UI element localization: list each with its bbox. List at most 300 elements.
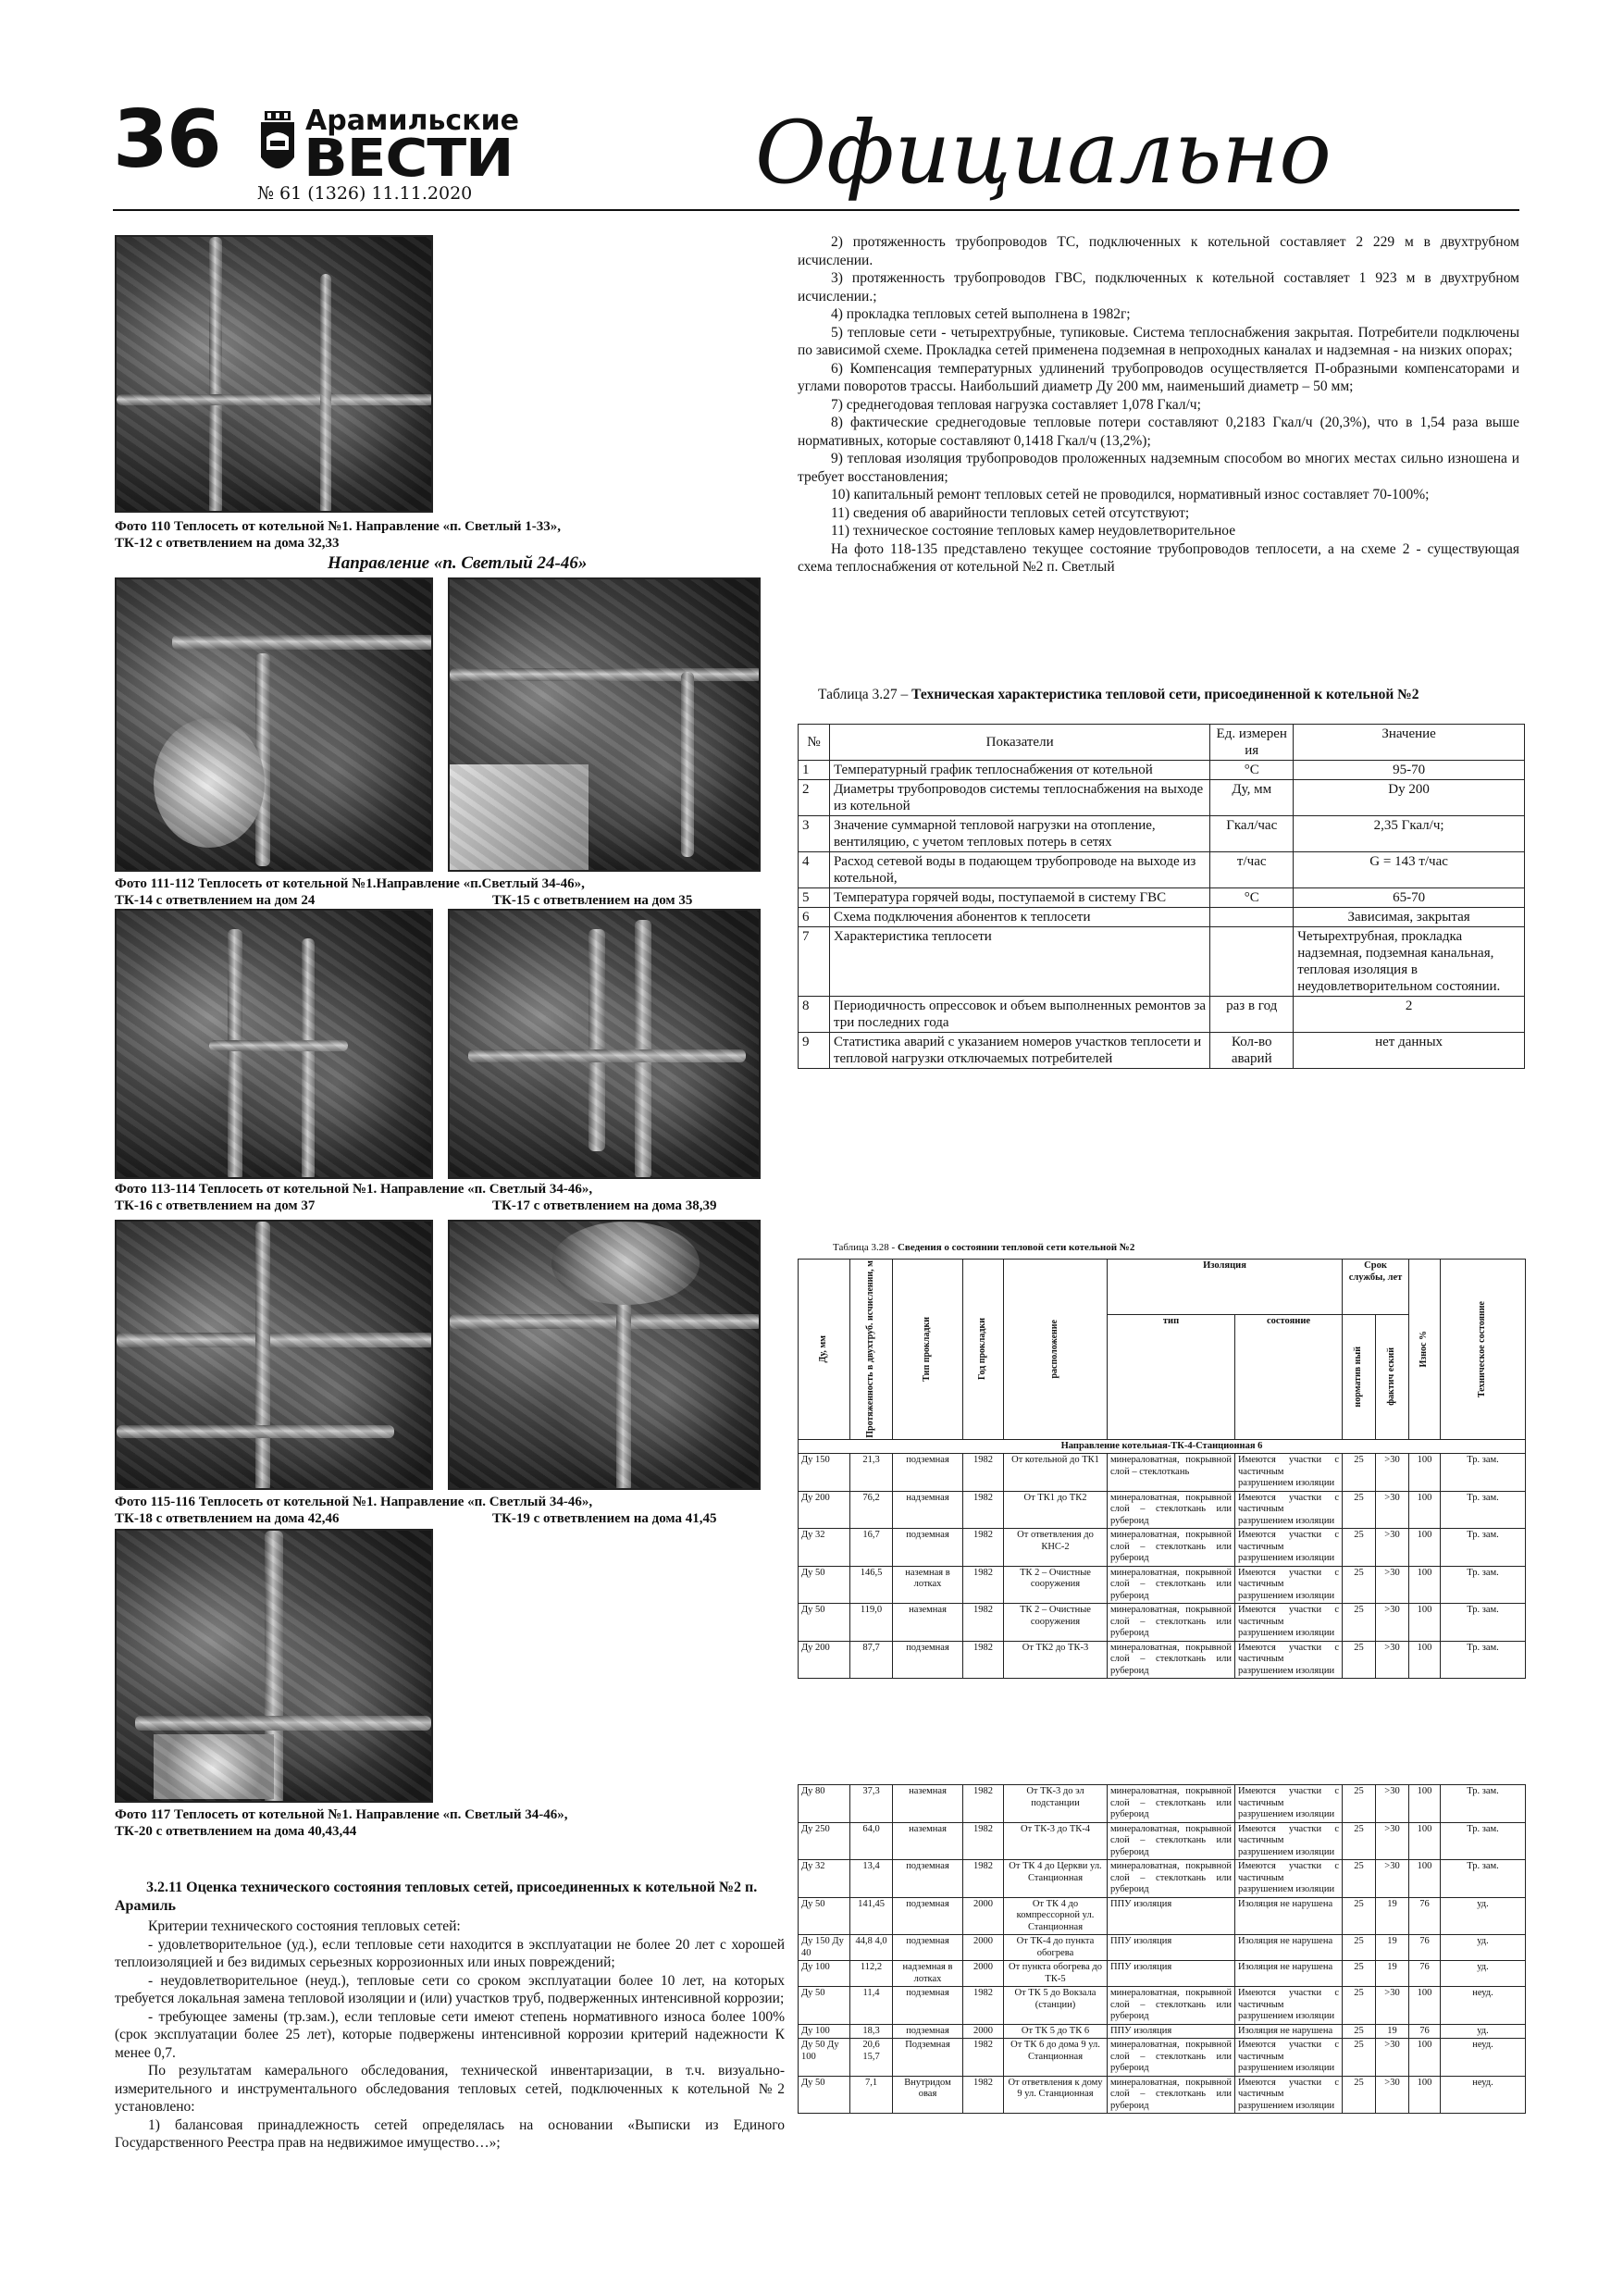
table-cell: От ТК-4 до пункта обогрева — [1004, 1935, 1108, 1961]
table-cell: От ТК-3 до ТК-4 — [1004, 1822, 1108, 1860]
paragraph: 9) тепловая изоляция трубопроводов проложенных надземным способом во многих местах сильно изношена и требует восстановления; — [798, 451, 1519, 485]
section-title: Официально — [755, 103, 1332, 204]
table-cell: Ду 80 — [799, 1785, 850, 1823]
table-cell: Имеются участки с частичным разрушением изоляции — [1235, 2039, 1343, 2077]
table-cell: минераловатная, покрывной слой – стеклоткань или рубероид — [1108, 1604, 1235, 1642]
table-cell: 100 — [1409, 1785, 1441, 1823]
table-cell: 100 — [1409, 1822, 1441, 1860]
table-cell: Тр. зам. — [1441, 1860, 1526, 1898]
section-heading-3-2-11: 3.2.11 Оценка технического состояния тепловых сетей, присоединенных к котельной №2 п. Арамиль — [115, 1880, 758, 1914]
table-cell: 1 — [799, 761, 830, 780]
table-cell: 1982 — [963, 1822, 1004, 1860]
table-cell: 25 — [1343, 1961, 1376, 1987]
table-cell: 9 — [799, 1033, 830, 1069]
table-cell: Температурный график теплоснабжения от котельной — [829, 761, 1209, 780]
table-cell: 100 — [1409, 1604, 1441, 1642]
table-cell: Тр. зам. — [1441, 1822, 1526, 1860]
table-cell: Кол-во аварий — [1210, 1033, 1294, 1069]
table-cell: 25 — [1343, 1987, 1376, 2025]
table-cell: Имеются участки с частичным разрушением изоляции — [1235, 1987, 1343, 2025]
table-cell: Тр. зам. — [1441, 1641, 1526, 1679]
table-header: норматив ный — [1343, 1315, 1376, 1440]
table-cell: 25 — [1343, 2076, 1376, 2114]
table-row — [799, 1961, 1526, 1987]
table-cell: 11,4 — [850, 1987, 893, 2025]
caption-photo-113-114: Фото 113-114 Теплосеть от котельной №1. Направление «п. Светлый 34-46», ТК-16 с ответвлением на дом 37 ТК-17 с ответвлением на дома 38,39 — [115, 1182, 717, 1213]
table-row — [799, 1822, 1526, 1860]
table-cell: 25 — [1343, 1454, 1376, 1492]
table-cell: 65-70 — [1294, 888, 1525, 908]
table-cell: 25 — [1343, 1641, 1376, 1679]
table-cell: 18,3 — [850, 2024, 893, 2039]
photo-110 — [115, 235, 433, 513]
table-cell: 146,5 — [850, 1566, 893, 1604]
table-cell: минераловатная, покрывной слой – стеклоткань или рубероид — [1108, 2039, 1235, 2077]
table-cell: 19 — [1376, 1935, 1409, 1961]
table-cell: Ду 200 — [799, 1641, 850, 1679]
table-cell: >30 — [1376, 2076, 1409, 2114]
table-row — [799, 1860, 1526, 1898]
table-header: Значение — [1294, 725, 1525, 761]
table-cell: 25 — [1343, 1860, 1376, 1898]
photo-116 — [448, 1220, 761, 1490]
photo-111 — [115, 577, 433, 872]
table-cell: 1982 — [963, 1604, 1004, 1642]
table-cell: 100 — [1409, 1987, 1441, 2025]
paragraph: 1) балансовая принадлежность сетей определялась на основании «Выписки из Единого Государственного Реестра прав на недвижимое имущество…»; — [115, 2116, 785, 2151]
table-cell: 25 — [1343, 1491, 1376, 1529]
table-cell: >30 — [1376, 1566, 1409, 1604]
table-cell: 25 — [1343, 1822, 1376, 1860]
table-cell: ППУ изоляция — [1108, 1897, 1235, 1935]
table-cell: Имеются участки с частичным разрушением изоляции — [1235, 1641, 1343, 1679]
table-direction-row: Направление котельная-ТК-4-Станционная 6 — [799, 1439, 1526, 1454]
table-cell: 19 — [1376, 1961, 1409, 1987]
table-27 — [798, 724, 1525, 1069]
table-row — [799, 1454, 1526, 1492]
table-cell — [1210, 908, 1294, 927]
table-cell: 64,0 — [850, 1822, 893, 1860]
table-cell: Внутридом овая — [893, 2076, 963, 2114]
table-row — [799, 761, 1525, 780]
table-cell: наземная — [893, 1604, 963, 1642]
table-cell: Ду 250 — [799, 1822, 850, 1860]
table-cell: От ТК1 до ТК2 — [1004, 1491, 1108, 1529]
caption-photo-115-116: Фото 115-116 Теплосеть от котельной №1. Направление «п. Светлый 34-46», ТК-18 с ответвлением на дома 42,46 ТК-19 с ответвлением на дома 41,45 — [115, 1495, 717, 1526]
table-cell: 76,2 — [850, 1491, 893, 1529]
table-cell: От ТК2 до ТК-3 — [1004, 1641, 1108, 1679]
table-cell: 2 — [1294, 997, 1525, 1033]
table-header: № — [799, 725, 830, 761]
paragraph: 7) среднегодовая тепловая нагрузка составляет 1,078 Гкал/ч; — [831, 396, 1201, 413]
table-cell: минераловатная, покрывной слой – стеклоткань или рубероид — [1108, 1860, 1235, 1898]
table-cell: подземная — [893, 2024, 963, 2039]
table-cell: 16,7 — [850, 1529, 893, 1567]
table-cell: Ду, мм — [1210, 780, 1294, 816]
table-cell: Ду 150 Ду 40 — [799, 1935, 850, 1961]
direction-heading: Направление «п. Светлый 24-46» — [328, 553, 588, 573]
table-cell: 1982 — [963, 2039, 1004, 2077]
table-cell: 25 — [1343, 1785, 1376, 1823]
right-text-block — [798, 233, 1519, 577]
table-cell: >30 — [1376, 1491, 1409, 1529]
table-cell: подземная — [893, 1454, 963, 1492]
table-cell: Четырехтрубная, прокладка надземная, подземная канальная, тепловая изоляция в неудовлетворительном состоянии. — [1294, 927, 1525, 997]
table-cell: Ду 150 — [799, 1454, 850, 1492]
table-cell: 76 — [1409, 2024, 1441, 2039]
table-cell: ТК 2 – Очистные сооружения — [1004, 1604, 1108, 1642]
table-cell: °С — [1210, 888, 1294, 908]
table-cell: 95-70 — [1294, 761, 1525, 780]
table-cell: подземная — [893, 1897, 963, 1935]
table-cell: 100 — [1409, 2039, 1441, 2077]
table-header: Показатели — [829, 725, 1209, 761]
paragraph: На фото 118-135 представлено текущее состояние трубопроводов теплосети, а на схеме 2 - существующая схема теплоснабжения от котельной №2 п. Светлый — [798, 540, 1519, 575]
table-cell — [1210, 927, 1294, 997]
table-cell: Имеются участки с частичным разрушением изоляции — [1235, 1566, 1343, 1604]
paragraph: 2) протяженность трубопроводов ТС, подключенных к котельной составляет 2 229 м в двухтрубном исчислении. — [798, 234, 1519, 268]
table-cell: минераловатная, покрывной слой – стеклоткань или рубероид — [1108, 1785, 1235, 1823]
photo-115 — [115, 1220, 433, 1490]
table-cell: Подземная — [893, 2039, 963, 2077]
table-cell: минераловатная, покрывной слой – стеклоткань или рубероид — [1108, 1822, 1235, 1860]
table-row — [799, 1897, 1526, 1935]
table-cell: нет данных — [1294, 1033, 1525, 1069]
table-cell: Тр. зам. — [1441, 1785, 1526, 1823]
paragraph: - неудовлетворительное (неуд.), тепловые сети со сроком эксплуатации более 10 лет, на которых требуется локальная замена тепловой изоляции и (или) участков труб, подверженных интенсивной коррозии; — [115, 1972, 785, 2006]
table-cell: т/час — [1210, 852, 1294, 888]
table-cell: 76 — [1409, 1935, 1441, 1961]
paragraph: Критерии технического состояния тепловых сетей: — [148, 1918, 461, 1934]
paragraph: 8) фактические среднегодовые тепловые потери составляют 0,2183 Гкал/ч (20,3%), что в 1,54 раза выше нормативных, которые составляют 0,1418 Гкал/ч (13,2%); — [798, 415, 1519, 449]
paragraph: 11) техническое состояние тепловых камер неудовлетворительное — [831, 523, 1236, 539]
table-header: Износ % — [1409, 1260, 1441, 1440]
table-cell: 2 — [799, 780, 830, 816]
page-number: 36 — [113, 93, 220, 186]
table-cell: От ТК 5 до ТК 6 — [1004, 2024, 1108, 2039]
table-cell: Имеются участки с частичным разрушением изоляции — [1235, 1491, 1343, 1529]
table-cell: 25 — [1343, 1566, 1376, 1604]
logo-top-text: Арамильские — [305, 105, 519, 137]
table-header: Год прокладки — [963, 1260, 1004, 1440]
issue-number: № 61 (1326) 11.11.2020 — [257, 183, 473, 204]
table-header: Изоляция — [1108, 1260, 1343, 1315]
table-cell: 1982 — [963, 1860, 1004, 1898]
table-cell: 2,35 Гкал/ч; — [1294, 816, 1525, 852]
table-cell: подземная — [893, 1641, 963, 1679]
table-cell: Ду 200 — [799, 1491, 850, 1529]
table-cell: 19 — [1376, 2024, 1409, 2039]
table-cell: подземная — [893, 1529, 963, 1567]
table-cell: 25 — [1343, 1935, 1376, 1961]
table-cell: 1982 — [963, 1529, 1004, 1567]
table-row — [799, 816, 1525, 852]
table-cell: От ТК 5 до Вокзала (станции) — [1004, 1987, 1108, 2025]
table-header: Тип прокладки — [893, 1260, 963, 1440]
table-cell: Характеристика теплосети — [829, 927, 1209, 997]
table-row — [799, 1529, 1526, 1567]
paragraph: 5) тепловые сети - четырехтрубные, тупиковые. Система теплоснабжения закрытая. Потребители подключены по зависимой схеме. Прокладка сетей применена подземная в непроходных каналах и надземная - на низких опорах; — [798, 324, 1519, 358]
table-cell: надземная — [893, 1491, 963, 1529]
table-cell: Статистика аварий с указанием номеров участков теплосети и тепловой нагрузки отключаемых потребителей — [829, 1033, 1209, 1069]
table-cell: 37,3 — [850, 1785, 893, 1823]
table-cell: уд. — [1441, 1961, 1526, 1987]
table-cell: Имеются участки с частичным разрушением изоляции — [1235, 1454, 1343, 1492]
table-header: тип — [1108, 1315, 1235, 1440]
left-text-block — [115, 1917, 785, 2153]
table-cell: От ТК-3 до эл подстанции — [1004, 1785, 1108, 1823]
table-cell: От ТК 4 до Церкви ул. Станционная — [1004, 1860, 1108, 1898]
table-cell: ТК 2 – Очистные сооружения — [1004, 1566, 1108, 1604]
table-cell: G = 143 т/час — [1294, 852, 1525, 888]
table-cell: Ду 50 — [799, 2076, 850, 2114]
table-cell: 87,7 — [850, 1641, 893, 1679]
table-cell: Имеются участки с частичным разрушением изоляции — [1235, 1604, 1343, 1642]
table-cell: наземная — [893, 1822, 963, 1860]
table-cell: Гкал/час — [1210, 816, 1294, 852]
table-cell: 1982 — [963, 1454, 1004, 1492]
table-cell: >30 — [1376, 1604, 1409, 1642]
table-cell: Изоляция не нарушена — [1235, 1961, 1343, 1987]
table-cell: От ТК 4 до компрессорной ул. Станционная — [1004, 1897, 1108, 1935]
table-cell: >30 — [1376, 1987, 1409, 2025]
table-cell: 7,1 — [850, 2076, 893, 2114]
table-cell: >30 — [1376, 1822, 1409, 1860]
paragraph: 3) протяженность трубопроводов ГВС, подключенных к котельной составляет 1 923 м в двухтрубном исчислении.; — [798, 270, 1519, 304]
table-cell: раз в год — [1210, 997, 1294, 1033]
table-cell: 44,8 4,0 — [850, 1935, 893, 1961]
table-cell: 141,45 — [850, 1897, 893, 1935]
table-cell: уд. — [1441, 2024, 1526, 2039]
table-row — [799, 1641, 1526, 1679]
table-cell: 25 — [1343, 1897, 1376, 1935]
table-cell: 2000 — [963, 1961, 1004, 1987]
table-cell: минераловатная, покрывной слой – стеклоткань или рубероид — [1108, 1566, 1235, 1604]
table-cell: >30 — [1376, 1529, 1409, 1567]
table-row — [799, 2076, 1526, 2114]
table-row — [799, 1033, 1525, 1069]
table-row — [799, 1785, 1526, 1823]
table-cell: Ду 50 Ду 100 — [799, 2039, 850, 2077]
table-cell: Диаметры трубопроводов системы теплоснабжения на выходе из котельной — [829, 780, 1209, 816]
table-cell: 2000 — [963, 2024, 1004, 2039]
table-row — [799, 997, 1525, 1033]
coat-of-arms-icon — [257, 109, 298, 180]
table-header: состояние — [1235, 1315, 1343, 1440]
table-cell: наземная в лотках — [893, 1566, 963, 1604]
table-row — [799, 2039, 1526, 2077]
table-cell: 1982 — [963, 1641, 1004, 1679]
table-cell: 100 — [1409, 1529, 1441, 1567]
table-row — [799, 908, 1525, 927]
table-cell: минераловатная, покрывной слой – стеклоткань или рубероид — [1108, 1641, 1235, 1679]
table-cell: 1982 — [963, 1987, 1004, 2025]
table-cell: Dy 200 — [1294, 780, 1525, 816]
caption-photo-111-112: Фото 111-112 Теплосеть от котельной №1.Направление «п.Светлый 34-46», ТК-14 с ответвлением на дом 24 ТК-15 с ответвлением на дом 35 — [115, 876, 693, 908]
paragraph: - удовлетворительное (уд.), если тепловые сети находится в эксплуатации не более 20 лет с хорошей теплоизоляцией и без видимых серьезных коррозионных или иных повреждений; — [115, 1936, 785, 1970]
table-cell: Тр. зам. — [1441, 1604, 1526, 1642]
table-cell: Изоляция не нарушена — [1235, 1935, 1343, 1961]
table-cell: подземная — [893, 1935, 963, 1961]
table-cell: минераловатная, покрывной слой – стеклоткань или рубероид — [1108, 1529, 1235, 1567]
table-cell: 1982 — [963, 1785, 1004, 1823]
table-cell: 100 — [1409, 1641, 1441, 1679]
table-cell: 25 — [1343, 1529, 1376, 1567]
table-cell: неуд. — [1441, 1987, 1526, 2025]
newspaper-logo — [257, 104, 519, 189]
table-cell: 7 — [799, 927, 830, 997]
table-cell: 100 — [1409, 2076, 1441, 2114]
table-cell: ППУ изоляция — [1108, 1961, 1235, 1987]
table-cell: Имеются участки с частичным разрушением изоляции — [1235, 1822, 1343, 1860]
table-cell: 3 — [799, 816, 830, 852]
table-row — [799, 2024, 1526, 2039]
table-cell: Изоляция не нарушена — [1235, 1897, 1343, 1935]
table-header: Техническое состояние — [1441, 1260, 1526, 1440]
table-28-title: Таблица 3.28 - Сведения о состоянии тепловой сети котельной №2 — [833, 1242, 1135, 1253]
table-cell: надземная в лотках — [893, 1961, 963, 1987]
table-cell: 1982 — [963, 1491, 1004, 1529]
table-header: Ду, мм — [799, 1260, 850, 1440]
table-cell: 6 — [799, 908, 830, 927]
table-cell: ППУ изоляция — [1108, 2024, 1235, 2039]
table-cell: уд. — [1441, 1897, 1526, 1935]
table-cell: °С — [1210, 761, 1294, 780]
table-28-part-1 — [798, 1259, 1526, 1679]
table-cell: От котельной до ТК1 — [1004, 1454, 1108, 1492]
table-cell: 1982 — [963, 2076, 1004, 2114]
table-cell: Ду 32 — [799, 1860, 850, 1898]
table-cell: Ду 50 — [799, 1604, 850, 1642]
table-cell: 5 — [799, 888, 830, 908]
table-cell: 4 — [799, 852, 830, 888]
table-cell: подземная — [893, 1987, 963, 2025]
table-cell: 112,2 — [850, 1961, 893, 1987]
table-cell: 2000 — [963, 1935, 1004, 1961]
table-cell: 76 — [1409, 1897, 1441, 1935]
table-cell: Зависимая, закрытая — [1294, 908, 1525, 927]
table-cell: Расход сетевой воды в подающем трубопроводе на выходе из котельной, — [829, 852, 1209, 888]
table-header: Срок службы, лет — [1343, 1260, 1409, 1315]
photo-113 — [115, 909, 433, 1179]
table-cell: уд. — [1441, 1935, 1526, 1961]
table-cell: Периодичность опрессовок и объем выполненных ремонтов за три последних года — [829, 997, 1209, 1033]
table-cell: 100 — [1409, 1566, 1441, 1604]
table-cell: неуд. — [1441, 2076, 1526, 2114]
table-cell: Тр. зам. — [1441, 1566, 1526, 1604]
photo-112 — [448, 577, 761, 872]
paragraph: - требующее замены (тр.зам.), если тепловые сети имеют степень нормативного износа более 100% (срок эксплуатации более 25 лет), которые подвержены интенсивной коррозии критерий надежности К менее 0,7. — [115, 2008, 785, 2061]
table-27-title: Таблица 3.27 – Техническая характеристика тепловой сети, присоединенной к котельной №2 — [818, 687, 1419, 702]
table-cell: 20,6 15,7 — [850, 2039, 893, 2077]
table-header: расположение — [1004, 1260, 1108, 1440]
table-cell: Ду 50 — [799, 1566, 850, 1604]
caption-photo-117: Фото 117 Теплосеть от котельной №1. Направление «п. Светлый 34-46», ТК-20 с ответвлением на дома 40,43,44 — [115, 1807, 568, 1839]
table-cell: неуд. — [1441, 2039, 1526, 2077]
table-cell: 76 — [1409, 1961, 1441, 1987]
table-row — [799, 1987, 1526, 2025]
table-cell: От пункта обогрева до ТК-5 — [1004, 1961, 1108, 1987]
table-cell: минераловатная, покрывной слой – стеклоткань или рубероид — [1108, 1987, 1235, 2025]
table-28-part-2 — [798, 1784, 1526, 2114]
table-cell: 8 — [799, 997, 830, 1033]
logo-main-text: ВЕСТИ — [304, 129, 514, 189]
table-cell: Значение суммарной тепловой нагрузки на отопление, вентиляцию, с учетом тепловых потерь в сетях — [829, 816, 1209, 852]
table-header: Ед. измерен ия — [1210, 725, 1294, 761]
table-cell: >30 — [1376, 1641, 1409, 1679]
paragraph: 10) капитальный ремонт тепловых сетей не проводился, нормативный износ составляет 70-100%; — [831, 487, 1430, 503]
table-row — [799, 852, 1525, 888]
table-cell: Ду 50 — [799, 1897, 850, 1935]
table-cell: 1982 — [963, 1566, 1004, 1604]
table-cell: Имеются участки с частичным разрушением изоляции — [1235, 1785, 1343, 1823]
table-cell: Ду 100 — [799, 2024, 850, 2039]
table-cell: >30 — [1376, 1860, 1409, 1898]
table-header: Протяженность в двухтруб. исчислении, м — [850, 1260, 893, 1440]
table-row — [799, 1935, 1526, 1961]
table-cell: наземная — [893, 1785, 963, 1823]
table-cell: От ТК 6 до дома 9 ул. Станционная — [1004, 2039, 1108, 2077]
table-cell: >30 — [1376, 1454, 1409, 1492]
table-cell: 100 — [1409, 1491, 1441, 1529]
table-cell: 119,0 — [850, 1604, 893, 1642]
table-cell: Имеются участки с частичным разрушением изоляции — [1235, 1860, 1343, 1898]
table-cell: Схема подключения абонентов к теплосети — [829, 908, 1209, 927]
table-cell: Изоляция не нарушена — [1235, 2024, 1343, 2039]
table-cell: минераловатная, покрывной слой – стеклоткань или рубероид — [1108, 1491, 1235, 1529]
table-cell: Имеются участки с частичным разрушением изоляции — [1235, 2076, 1343, 2114]
paragraph: 6) Компенсация температурных удлинений трубопроводов осуществляется П-образными компенсаторами и углами поворотов трассы. Наибольший диаметр Ду 200 мм, наименьший диаметр – 50 мм; — [798, 360, 1519, 394]
table-cell: Температура горячей воды, поступаемой в систему ГВС — [829, 888, 1209, 908]
table-cell: Тр. зам. — [1441, 1454, 1526, 1492]
table-cell: Ду 32 — [799, 1529, 850, 1567]
table-cell: Ду 100 — [799, 1961, 850, 1987]
table-cell: От ответвления до КНС-2 — [1004, 1529, 1108, 1567]
table-row — [799, 888, 1525, 908]
table-cell: Имеются участки с частичным разрушением изоляции — [1235, 1529, 1343, 1567]
table-header-row — [799, 725, 1525, 761]
table-cell: 2000 — [963, 1897, 1004, 1935]
table-cell: >30 — [1376, 1785, 1409, 1823]
table-header: фактич еский — [1376, 1315, 1409, 1440]
table-cell: 19 — [1376, 1897, 1409, 1935]
paragraph: 4) прокладка тепловых сетей выполнена в 1982г; — [831, 306, 1131, 322]
table-cell: 25 — [1343, 2039, 1376, 2077]
table-cell: Ду 50 — [799, 1987, 850, 2025]
table-cell: От ответвления к дому 9 ул. Станционная — [1004, 2076, 1108, 2114]
table-row — [799, 780, 1525, 816]
table-cell: минераловатная, покрывной слой – стеклоткань — [1108, 1454, 1235, 1492]
table-cell: >30 — [1376, 2039, 1409, 2077]
header-rule — [113, 209, 1519, 211]
photo-114 — [448, 909, 761, 1179]
table-row — [799, 1491, 1526, 1529]
table-cell: 25 — [1343, 1604, 1376, 1642]
table-cell: Тр. зам. — [1441, 1529, 1526, 1567]
table-cell: 100 — [1409, 1860, 1441, 1898]
table-cell: Тр. зам. — [1441, 1491, 1526, 1529]
table-cell: 13,4 — [850, 1860, 893, 1898]
table-cell: 21,3 — [850, 1454, 893, 1492]
table-cell: 100 — [1409, 1454, 1441, 1492]
table-row — [799, 1604, 1526, 1642]
table-cell: подземная — [893, 1860, 963, 1898]
table-cell: минераловатная, покрывной слой – стеклоткань или рубероид — [1108, 2076, 1235, 2114]
table-row — [799, 927, 1525, 997]
table-cell: 25 — [1343, 2024, 1376, 2039]
photo-117 — [115, 1529, 433, 1803]
caption-photo-110: Фото 110 Теплосеть от котельной №1. Направление «п. Светлый 1-33», ТК-12 с ответвлением на дома 32,33 — [115, 519, 561, 551]
